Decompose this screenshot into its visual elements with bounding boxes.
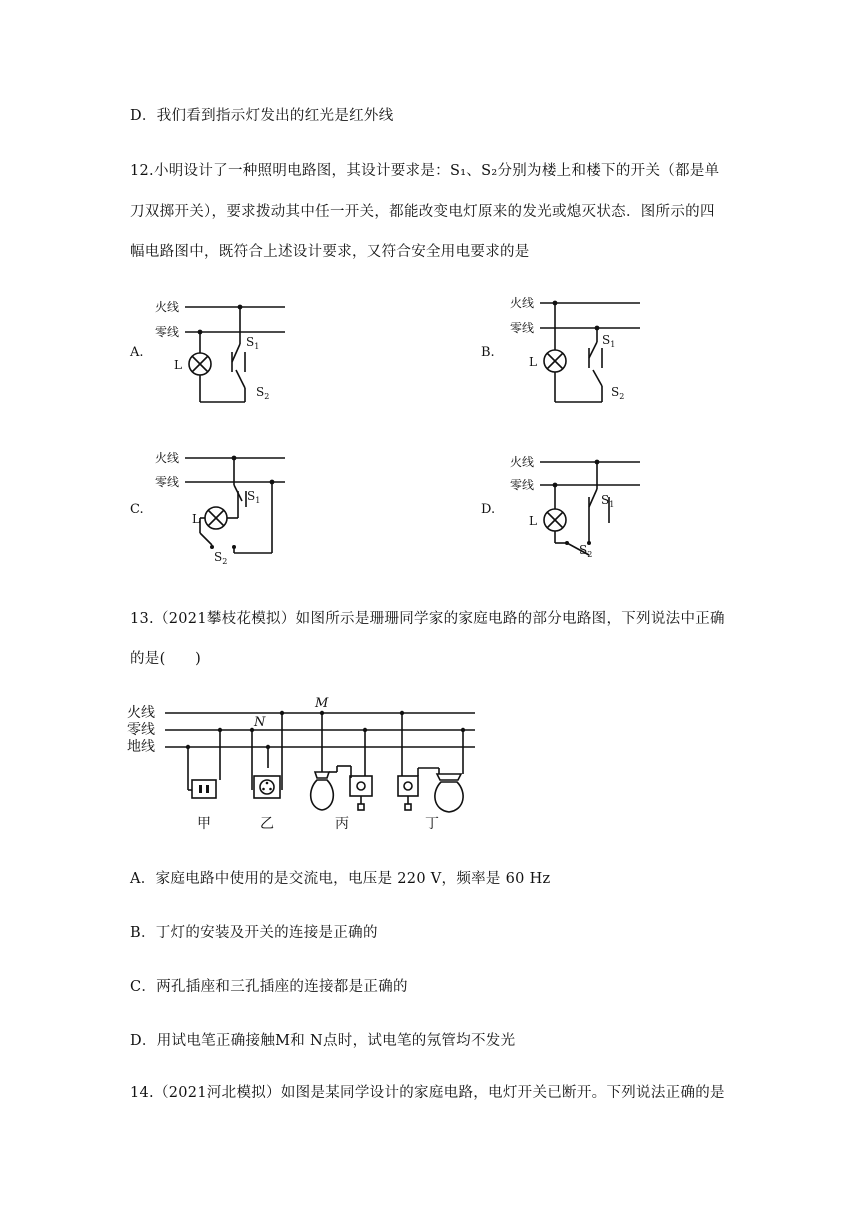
neutral-wire-label: 零线: [155, 325, 180, 339]
q13-stem-line1: 13.（2021攀枝花模拟）如图所示是珊珊同学家的家庭电路的部分电路图，下列说法中正确: [130, 611, 725, 627]
q13-option-c: C．两孔插座和三孔插座的连接都是正确的: [130, 979, 408, 995]
q12-circuit-b: [505, 288, 650, 413]
live-wire-label: 火线: [155, 300, 180, 314]
q12-stem-line2: 刀双掷开关），要求拨动其中任一开关，都能改变电灯原来的发光或熄灭状态．图所示的四: [130, 204, 715, 220]
switch-s1-label: $S_1$: [601, 493, 615, 509]
q11-option-d: D．我们看到指示灯发出的红光是红外线: [130, 108, 394, 124]
live-wire-label: 火线: [127, 705, 155, 721]
q12-circuit-a: [150, 290, 295, 415]
lamp-socket-icon: [437, 774, 461, 780]
q12-option-c-label: C.: [130, 502, 144, 517]
neutral-wire-label: 零线: [127, 722, 155, 738]
q12-option-d-label: D.: [481, 502, 496, 517]
switch-s1-label: $S_1$: [602, 333, 616, 349]
live-wire-label: 火线: [510, 455, 535, 469]
q13-stem-line2: 的是( ): [130, 651, 202, 667]
q13-option-d: D．用试电笔正确接触M和 N点时，试电笔的氖管均不发光: [130, 1033, 516, 1049]
neutral-wire-label: 零线: [510, 478, 535, 492]
q13-option-a: A．家庭电路中使用的是交流电，电压是 220 V，频率是 60 Hz: [130, 871, 551, 887]
light-switch-icon: [350, 776, 372, 796]
light-bulb-icon: [435, 782, 463, 812]
q12-circuit-d: [505, 447, 650, 572]
switch-s2-label: $S_2$: [256, 385, 270, 401]
q14-stem-line1: 14.（2021河北模拟）如图是某同学设计的家庭电路，电灯开关已断开。下列说法正确的是: [130, 1085, 725, 1101]
lamp-label: L: [192, 512, 200, 526]
live-wire-label: 火线: [510, 296, 535, 310]
q13-household-circuit: [125, 690, 485, 840]
lamp-label: L: [174, 358, 182, 372]
device-yi-label: 乙: [260, 816, 274, 832]
ground-wire-label: 地线: [127, 739, 155, 755]
switch-s1-label: $S_1$: [247, 489, 261, 505]
device-jia-label: 甲: [197, 816, 211, 832]
q13-option-b: B．丁灯的安装及开关的连接是正确的: [130, 925, 378, 941]
q12-stem-line3: 幅电路图中，既符合上述设计要求，又符合安全用电要求的是: [130, 244, 530, 260]
switch-s2-label: $S_2$: [579, 543, 593, 559]
q12-option-b-label: B.: [481, 345, 495, 360]
lamp-socket-icon: [315, 772, 329, 778]
q12-stem-line1: 12.小明设计了一种照明电路图，其设计要求是：S₁、S₂分别为楼上和楼下的开关（都是单: [130, 163, 720, 179]
lamp-label: L: [529, 355, 537, 369]
neutral-wire-label: 零线: [510, 321, 535, 335]
neutral-wire-label: 零线: [155, 475, 180, 489]
two-hole-socket-icon: [192, 780, 216, 798]
live-wire-label: 火线: [155, 451, 180, 465]
light-switch-icon: [398, 776, 418, 796]
q12-circuit-c: [150, 443, 295, 568]
device-ding-label: 丁: [425, 816, 439, 832]
device-bing-label: 丙: [335, 816, 349, 832]
switch-s1-label: $S_1$: [246, 335, 260, 351]
point-n-label: N: [254, 715, 266, 730]
switch-s2-label: $S_2$: [214, 550, 228, 566]
q12-option-a-label: A.: [130, 345, 144, 360]
switch-s2-label: $S_2$: [611, 385, 625, 401]
lamp-label: L: [529, 514, 537, 528]
point-m-label: M: [315, 696, 329, 711]
light-bulb-icon: [311, 780, 334, 810]
